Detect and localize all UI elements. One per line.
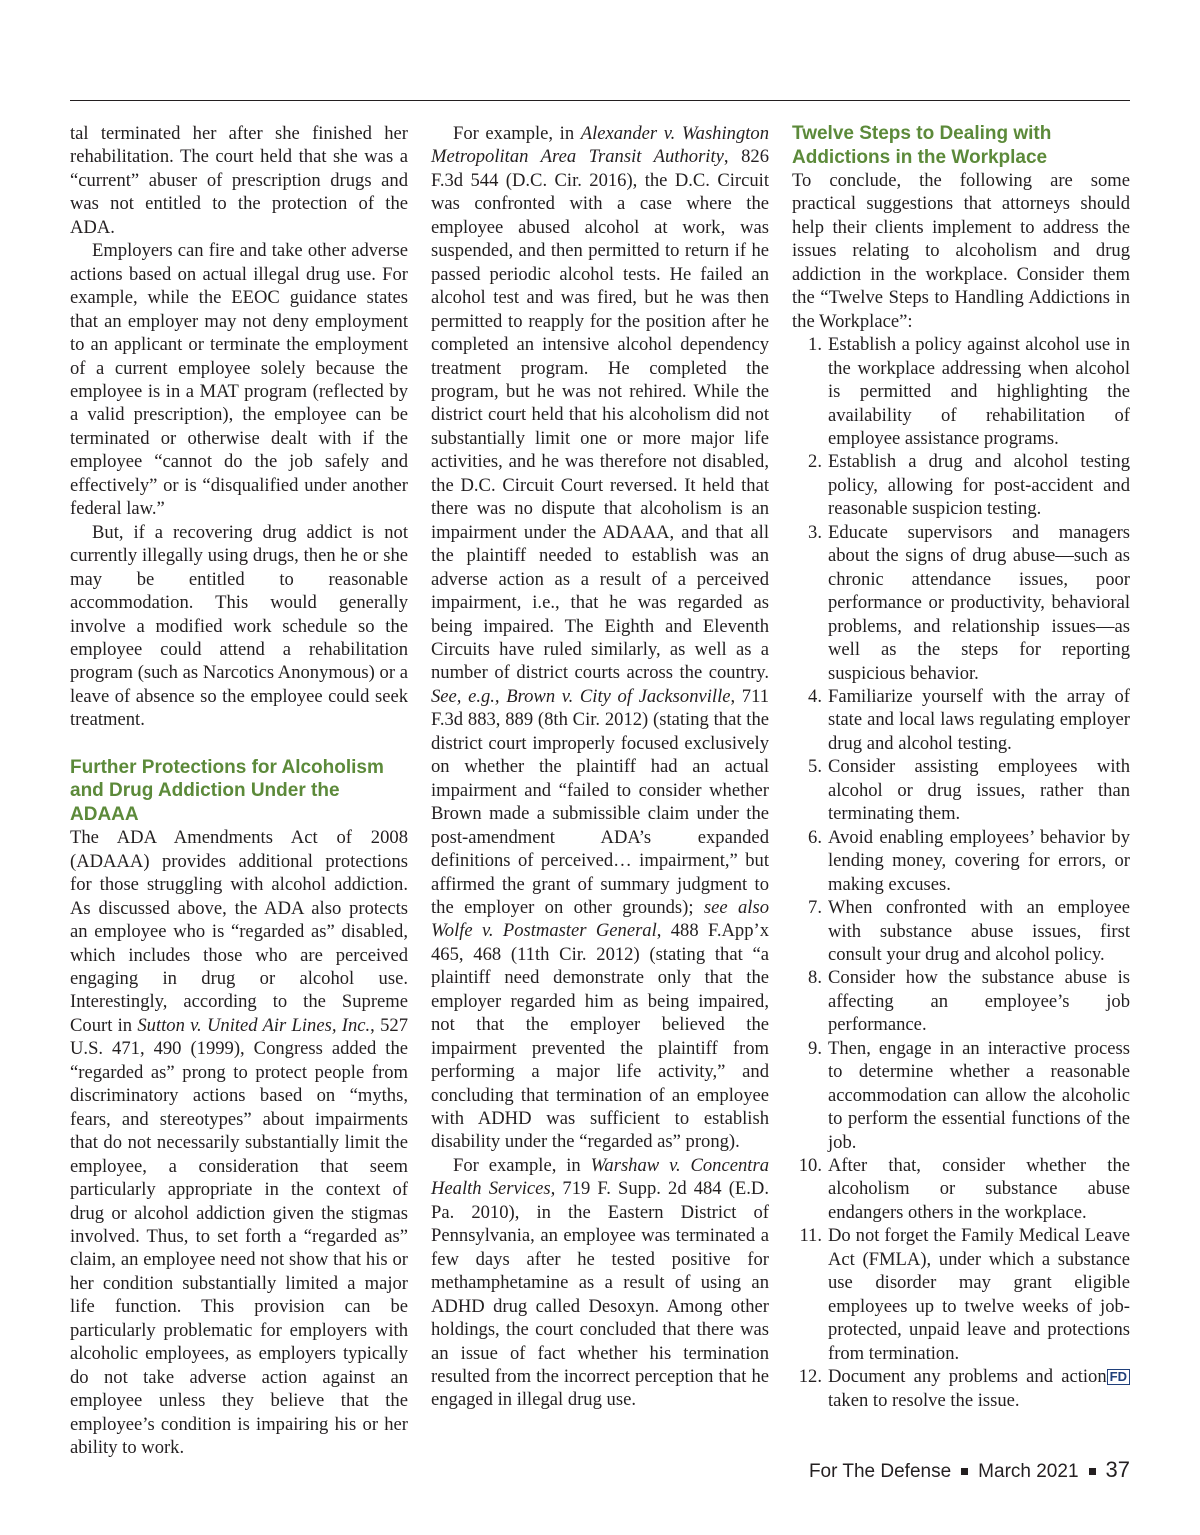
paragraph: tal terminated her after she finished her rehabilitation. The court held that she was a “current” abuser of prescription drugs and was not entitled to the protection of the ADA. bbox=[70, 123, 408, 238]
list-item: 12. FD Document any problems and action taken to resolve the issue. bbox=[792, 1365, 1130, 1412]
list-item: 3. Educate supervisors and managers about the signs of drug abuse—such as chronic attendance issues, poor performance or productivity, behavioral problems, and relationship issues—as well as the steps for reporting suspicious behavior. bbox=[808, 521, 1130, 684]
list-item: 6. Avoid enabling employees’ behavior by lending money, covering for errors, or making excuses. bbox=[808, 826, 1130, 895]
paragraph: For example, in Alexander v. Washington Metropolitan Area Transit Authority, 826 F.3d 544 (D.C. Cir. 2016), the D.C. Circuit was confronted with a case where the employee abused alcohol at work, was suspended, and then permitted to return if he passed periodic alcohol tests. He failed an alcohol test and was fired, but he was then permitted to reapply for the position after he completed an intensive alcohol dependency treatment program. He completed the program, but he was not rehired. While the district court held that his alcoholism did not substantially limit one or more major life activities, and he was therefore not disabled, the D.C. Circuit Court reversed. It held that there was no dispute that alcoholism is an impairment under the ADAAA, and that all the plaintiff needed to establish was an adverse action as a result of a perceived impairment, i.e., that he was regarded as being impaired. The Eighth and Eleventh Circuits have ruled similarly, as well as a number of district courts across the country. See, e.g., Brown v. City of Jacksonville, 711 F.3d 883, 889 (8th Cir. 2012) (stating that the district court improperly focused exclusively on whether the plaintiff had an actual impairment and “failed to consider whether Brown made a submissible claim under the post-amendment ADA’s expanded definitions of perceived… impairment,” but affirmed the grant of summary judgment to the employer on other grounds); see also Wolfe v. Postmaster General, 488 F.App’x 465, 468 (11th Cir. 2012) (stating that “a plaintiff need demonstrate only that the employer regarded him as being impaired, not that the employer believed the impairment prevented the plaintiff from performing a major life activity,” and concluding that termination of an employee with ADHD was sufficient to establish disability under the “regarded as” prong). bbox=[431, 123, 770, 1153]
list-item: 8. Consider how the substance abuse is affecting an employee’s job performance. bbox=[808, 967, 1130, 1036]
intro-paragraph: To conclude, the following are some practical suggestions that attorneys should help their clients implement to address the issues relating to alcoholism and drug addiction in the workplace. Consider them the “Twelve Steps to Handling Addictions in the Workplace”: bbox=[792, 170, 1130, 332]
page-number: 37 bbox=[1105, 1457, 1130, 1482]
section-heading: Further Protections for Alcoholism and Drug Addiction Under the ADAAA bbox=[70, 756, 384, 825]
paragraph: For example, in Warshaw v. Concentra Health Services, 719 F. Supp. 2d 484 (E.D. Pa. 2010), in the Eastern District of Pennsylvania, an employee was terminated a few days after he tested positive for methamphetamine as a result of using an ADHD drug called Desoxyn. Among other holdings, the court concluded that there was an issue of fact whether his termination resulted from the incorrect perception that he engaged in illegal drug use. bbox=[431, 1154, 769, 1411]
publication-name: For The Defense bbox=[808, 1461, 952, 1482]
case-citation: Sutton v. United Air Lines, Inc. bbox=[137, 1014, 371, 1036]
case-citation: Warshaw v. Concentra Health Services, bbox=[431, 1154, 769, 1200]
list-item: 4. Familiarize yourself with the array of state and local laws regulating employer drug and alcohol testing. bbox=[808, 685, 1130, 754]
column-3 bbox=[792, 122, 1130, 1412]
paragraph: The ADA Amendments Act of 2008 (ADAAA) provides additional protections for those struggling with alcohol addiction. As discussed above, the ADA also protects an employee who is “regarded as” disabled, which includes those who are perceived engaging in drug or alcohol use. Interestingly, according to the Supreme Court in Sutton v. United Air Lines, Inc., 527 U.S. 471, 490 (1999), Congress added the “regarded as” prong to protect people from discriminatory actions based on “myths, fears, and stereotypes” about impairments that do not necessarily substantially limit the employee, a consideration that seem particularly appropriate in the context of drug or alcohol addiction given the stigmas involved. Thus, to set forth a “regarded as” claim, an employee need not show that his or her condition substantially limited a major life function. This provision can be particularly problematic for employers with alcoholic employees, as employers typically do not take adverse action against an employee unless they believe that the employee’s condition is impairing his or her ability to work. bbox=[70, 827, 408, 1459]
section-heading: Twelve Steps to Dealing with Addictions in the Workplace bbox=[792, 123, 1052, 168]
list-item: 7. When confronted with an employee with substance abuse issues, first consult your drug and alcohol policy. bbox=[808, 897, 1130, 965]
case-citation: Alexander v. Washington Metropolitan Area Transit Authority bbox=[431, 123, 769, 168]
case-citation: See, e.g., Brown v. City of Jacksonville bbox=[431, 685, 731, 707]
separator-square-icon bbox=[961, 1468, 968, 1475]
column-1 bbox=[70, 122, 408, 1460]
end-of-article-icon: FD bbox=[1107, 1369, 1130, 1385]
separator-square-icon bbox=[1089, 1468, 1096, 1475]
issue-date: March 2021 bbox=[978, 1461, 1079, 1482]
list-item: 9. Then, engage in an interactive process to determine whether a reasonable accommodation can allow the alcoholic to perform the essential functions of the job. bbox=[808, 1037, 1130, 1153]
page-footer bbox=[809, 1457, 1130, 1483]
column-2 bbox=[431, 122, 769, 1412]
paragraph: Employers can fire and take other adverse actions based on actual illegal drug use. For example, while the EEOC guidance states that an employer may not deny employment to an applicant or terminate the employment of a current employee solely because the employee is in a MAT program (reflected by a valid prescription), the employee can be terminated or otherwise dealt with if the employee “cannot do the job safely and effectively” or is “disqualified under another federal law.” bbox=[70, 240, 408, 520]
list-item: 5. Consider assisting employees with alcohol or drug issues, rather than terminating them. bbox=[808, 756, 1130, 825]
list-item: 11. Do not forget the Family Medical Leave Act (FMLA), under which a substance use disorder may grant eligible employees up to twelve weeks of job-protected, unpaid leave and protections from termination. bbox=[799, 1225, 1130, 1364]
top-rule bbox=[70, 100, 1130, 101]
case-citation: see also Wolfe v. Postmaster General bbox=[431, 896, 770, 942]
list-item: 1. Establish a policy against alcohol use in the workplace addressing when alcohol is permitted and highlighting the availability of rehabilitation of employee assistance programs. bbox=[808, 334, 1130, 449]
paragraph: But, if a recovering drug addict is not currently illegally using drugs, then he or she may be entitled to reasonable accommodation. This would generally involve a modified work schedule so the employee could attend a rehabilitation program (such as Narcotics Anonymous) or a leave of absence so the employee could seek treatment. bbox=[70, 521, 408, 731]
twelve-steps-list bbox=[792, 333, 1130, 1412]
list-item: 2. Establish a drug and alcohol testing policy, allowing for post-accident and reasonable suspicion testing. bbox=[808, 451, 1130, 520]
list-item: 10. After that, consider whether the alcoholism or substance abuse endangers others in the workplace. bbox=[798, 1155, 1130, 1223]
